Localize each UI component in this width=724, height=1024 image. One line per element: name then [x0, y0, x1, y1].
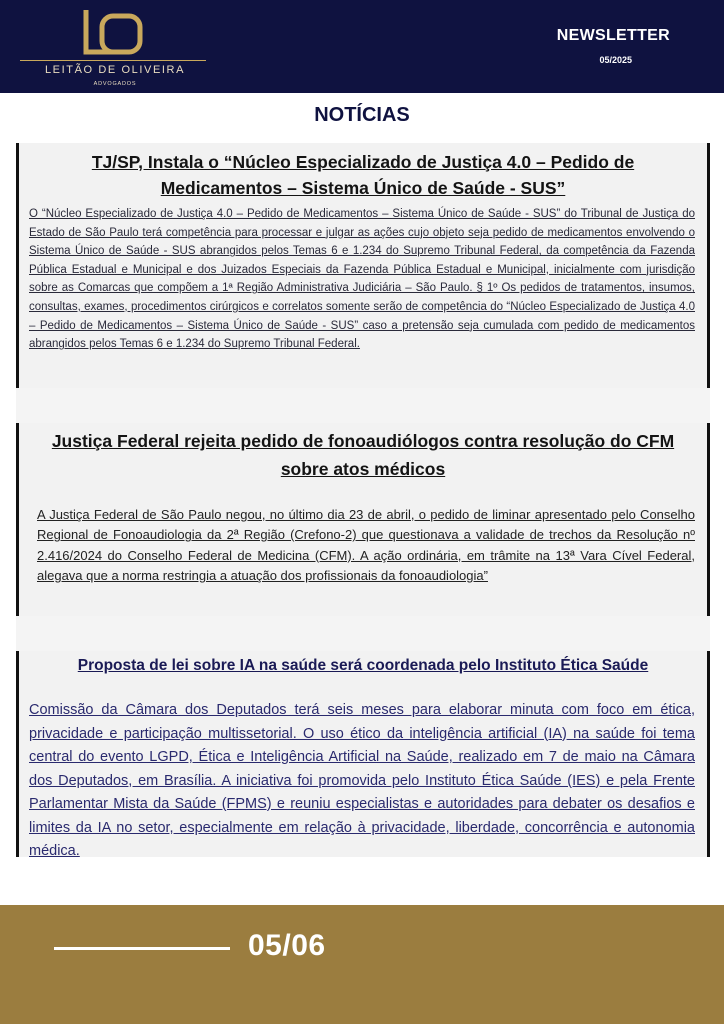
issue-date: 05/2025: [599, 55, 632, 65]
logo-icon: [80, 8, 146, 58]
logo-subtitle: ADVOGADOS: [93, 81, 137, 87]
news-body-3[interactable]: Comissão da Câmara dos Deputados terá seis meses para elaborar minuta com foco em ética, privacidade e participação multissetorial. O uso ético da inteligência artificial (IA) na saúde foi tema central do evento LGPD, Ética e Inteligência Artificial na Saúde, realizado em 7 de maio na Câmara dos Deputados, em Brasília. A iniciativa foi promovida pelo Instituto Ética Saúde (IES) e pela Frente Parlamentar Mista da Saúde (FPMS) e reuniu especialistas e autoridades para debater os desafios e limites da IA no setor, especialmente em relação à privacidade, liberdade, concorrência e autonomia médica.: [29, 702, 695, 859]
footer-band: [0, 905, 724, 1024]
newsletter-label: NEWSLETTER: [556, 27, 670, 44]
card-spacer: [16, 616, 710, 651]
news-title-3[interactable]: Proposta de lei sobre IA na saúde será coordenada pelo Instituto Ética Saúde: [77, 657, 649, 674]
header-banner: [0, 0, 724, 93]
news-title-1[interactable]: TJ/SP, Instala o “Núcleo Especializado de Justiça 4.0 – Pedido de Medicamentos – Sistema Único de Saúde - SUS”: [91, 152, 635, 198]
page-indicator: 05/06: [248, 929, 326, 962]
news-title-2[interactable]: Justiça Federal rejeita pedido de fonoaudiólogos contra resolução do CFM sobre atos médicos: [51, 431, 675, 479]
logo-name: LEITÃO DE OLIVEIRA: [44, 64, 186, 76]
section-title: NOTÍCIAS: [314, 104, 410, 126]
news-card-3: [16, 651, 710, 857]
footer-rule: [54, 947, 230, 950]
news-body-2[interactable]: A Justiça Federal de São Paulo negou, no último dia 23 de abril, o pedido de liminar apresentado pelo Conselho Regional de Fonoaudiologia da 2ª Região (Crefono-2) que questionava a validade de trechos da Resolução nº 2.416/2024 do Conselho Federal de Medicina (CFM). A ação ordinária, em trâmite na 13ª Vara Cível Federal, alegava que a norma restringia a atuação dos profissionais da fonoaudiologia”: [37, 507, 695, 583]
news-card-1: [16, 143, 710, 388]
logo-divider: [20, 60, 206, 61]
news-body-1[interactable]: O “Núcleo Especializado de Justiça 4.0 – Pedido de Medicamentos – Sistema Único de Saúde - SUS” do Tribunal de Justiça do Estado de São Paulo terá competência para processar e julgar as ações cujo objeto seja pedido de medicamentos envolvendo o Sistema Único de Saúde - SUS abrangidos pelos Temas 6 e 1.234 do Supremo Tribunal Federal, da competência da Fazenda Pública Estadual e Municipal e dos Juizados Especiais da Fazenda Pública Estadual e Municipal, inicialmente com jurisdição sobre as Comarcas que compõem a 1ª Região Administrativa Judiciária – São Paulo. § 1º Os pedidos de tratamentos, insumos, consultas, exames, procedimentos cirúrgicos e correlatos somente serão de competência do “Núcleo Especializado de Justiça 4.0 – Pedido de Medicamentos – Sistema Único de Saúde - SUS” caso a pretensão seja cumulada com pedido de medicamentos abrangidos pelos Temas 6 e 1.234 do Supremo Tribunal Federal.: [29, 208, 695, 351]
news-card-2: [16, 423, 710, 616]
card-spacer: [16, 388, 710, 423]
